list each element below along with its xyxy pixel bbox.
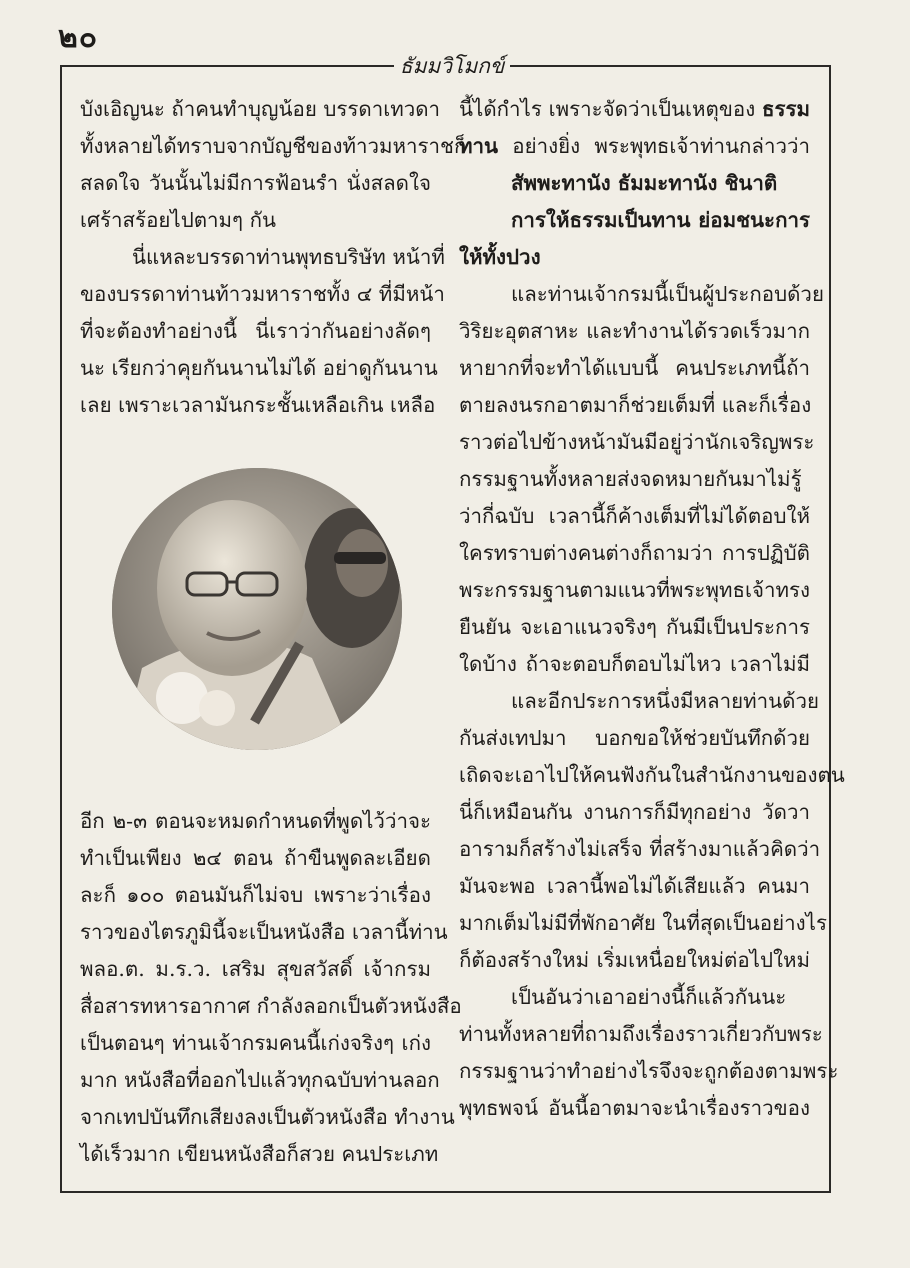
text-line: และอีกประการหนึ่งมีหลายท่านด้วย xyxy=(511,689,820,713)
text-line: วิริยะอุตสาหะ และทำงานได้รวดเร็วมาก xyxy=(459,319,810,343)
monk-portrait-photo xyxy=(112,468,402,750)
text-line: ก็ต้องสร้างใหม่ เริ่มเหนื่อยใหม่ต่อไปใหม่ xyxy=(459,948,810,972)
text-line: อีก ๒-๓ ตอนจะหมดกำหนดที่พูดไว้ว่าจะ xyxy=(80,809,431,833)
text-line: ว่ากี่ฉบับ เวลานี้ก็ค้างเต็มที่ไม่ได้ตอบให้ xyxy=(459,504,810,528)
text-line: กรรมฐานว่าทำอย่างไรจึงจะถูกต้องตามพระ xyxy=(459,1059,839,1083)
text-line: ละก็ ๑๐๐ ตอนมันก็ไม่จบ เพราะว่าเรื่อง xyxy=(80,883,431,907)
text-line: อารามก็สร้างไม่เสร็จ ที่สร้างมาแล้วคิดว่า xyxy=(459,837,821,861)
text-line: ราวต่อไปข้างหน้ามันมีอยู่ว่านักเจริญพระ xyxy=(459,430,815,454)
text-line: มันจะพอ เวลานี้พอไม่ได้เสียแล้ว คนมา xyxy=(459,874,810,898)
text-line: มาก หนังสือที่ออกไปแล้วทุกฉบับท่านลอก xyxy=(80,1068,440,1092)
bold-term: ธรรม xyxy=(761,97,810,121)
text-line: นี่ก็เหมือนกัน งานการก็มีทุกอย่าง วัดวา xyxy=(459,800,810,824)
text-line: สลดใจ วันนั้นไม่มีการฟ้อนรำ นั่งสลดใจ xyxy=(80,171,431,195)
text-line xyxy=(459,131,810,161)
page-number: ๒๐ xyxy=(58,20,99,55)
text-line: เป็นตอนๆ ท่านเจ้ากรมคนนี้เก่งจริงๆ เก่ง xyxy=(80,1031,431,1055)
text-line: ยืนยัน จะเอาแนวจริงๆ กันมีเป็นประการ xyxy=(459,615,810,639)
text-line: พลอ.ต. ม.ร.ว. เสริม สุขสวัสดิ์ เจ้ากรม xyxy=(80,957,431,981)
verse-translation: ให้ทั้งปวง xyxy=(459,245,541,269)
text-line: กันส่งเทปมา บอกขอให้ช่วยบันทึกด้วย xyxy=(459,726,810,750)
text-line: พระกรรมฐานตามแนวที่พระพุทธเจ้าทรง xyxy=(459,578,811,602)
text-line: ทั้งหลายได้ทราบจากบัญชีของท้าวมหาราชก็ xyxy=(80,134,467,158)
text-line xyxy=(459,94,810,124)
text-line: เป็นอันว่าเอาอย่างนี้ก็แล้วกันนะ xyxy=(511,985,787,1009)
text-line: ได้เร็วมาก เขียนหนังสือก็สวย คนประเภท xyxy=(80,1142,439,1166)
text-line: มากเต็มไม่มีที่พักอาศัย ในที่สุดเป็นอย่างไร xyxy=(459,911,827,935)
text-segment: นี้ได้กำไร เพราะจัดว่าเป็นเหตุของ xyxy=(459,97,756,121)
text-line: กรรมฐานทั้งหลายส่งจดหมายกันมาไม่รู้ xyxy=(459,467,802,491)
bold-term: ทาน xyxy=(459,134,499,158)
pali-verse: สัพพะทานัง ธัมมะทานัง ชินาติ xyxy=(511,171,778,195)
text-line: เถิดจะเอาไปให้คนฟังกันในสำนักงานของตน xyxy=(459,763,845,787)
text-line: ตายลงนรกอาตมาก็ช่วยเต็มที่ และก็เรื่อง xyxy=(459,393,812,417)
text-line: ทำเป็นเพียง ๒๔ ตอน ถ้าขืนพูดละเอียด xyxy=(80,846,431,870)
text-line: จากเทปบันทึกเสียงลงเป็นตัวหนังสือ ทำงาน xyxy=(80,1105,455,1129)
running-title: ธัมมวิโมกข์ xyxy=(399,54,505,78)
text-line: และท่านเจ้ากรมนี้เป็นผู้ประกอบด้วย xyxy=(511,282,824,306)
text-line: ใดบ้าง ถ้าจะตอบก็ตอบไม่ไหว เวลาไม่มี xyxy=(459,652,810,676)
text-line: บังเอิญนะ ถ้าคนทำบุญน้อย บรรดาเทวดา xyxy=(80,97,441,121)
text-line: พุทธพจน์ อันนี้อาตมาจะนำเรื่องราวของ xyxy=(459,1096,810,1120)
verse-translation: การให้ธรรมเป็นทาน ย่อมชนะการ xyxy=(511,208,810,232)
text-line: ใครทราบต่างคนต่างก็ถามว่า การปฏิบัติ xyxy=(459,541,810,565)
text-line: ที่จะต้องทำอย่างนี้ นี่เราว่ากันอย่างลัดๆ xyxy=(80,319,431,343)
text-line: นะ เรียกว่าคุยกันนานไม่ได้ อย่าดูกันนาน xyxy=(80,356,438,380)
text-line: หายากที่จะทำได้แบบนี้ คนประเภทนี้ถ้า xyxy=(459,356,810,380)
text-line: สื่อสารทหารอากาศ กำลังลอกเป็นตัวหนังสือ xyxy=(80,994,462,1018)
text-line: ของบรรดาท่านท้าวมหาราชทั้ง ๔ ที่มีหน้า xyxy=(80,282,445,306)
text-line: นี่แหละบรรดาท่านพุทธบริษัท หน้าที่ xyxy=(132,245,445,269)
text-segment: อย่างยิ่ง พระพุทธเจ้าท่านกล่าวว่า xyxy=(512,134,810,158)
text-line: เศร้าสร้อยไปตามๆ กัน xyxy=(80,208,277,232)
text-line: ราวของไตรภูมินี้จะเป็นหนังสือ เวลานี้ท่าน xyxy=(80,920,448,944)
right-column xyxy=(459,94,845,1174)
text-line: ท่านทั้งหลายที่ถามถึงเรื่องราวเกี่ยวกับพระ xyxy=(459,1022,823,1046)
text-line: เลย เพราะเวลามันกระชั้นเหลือเกิน เหลือ xyxy=(80,393,436,417)
